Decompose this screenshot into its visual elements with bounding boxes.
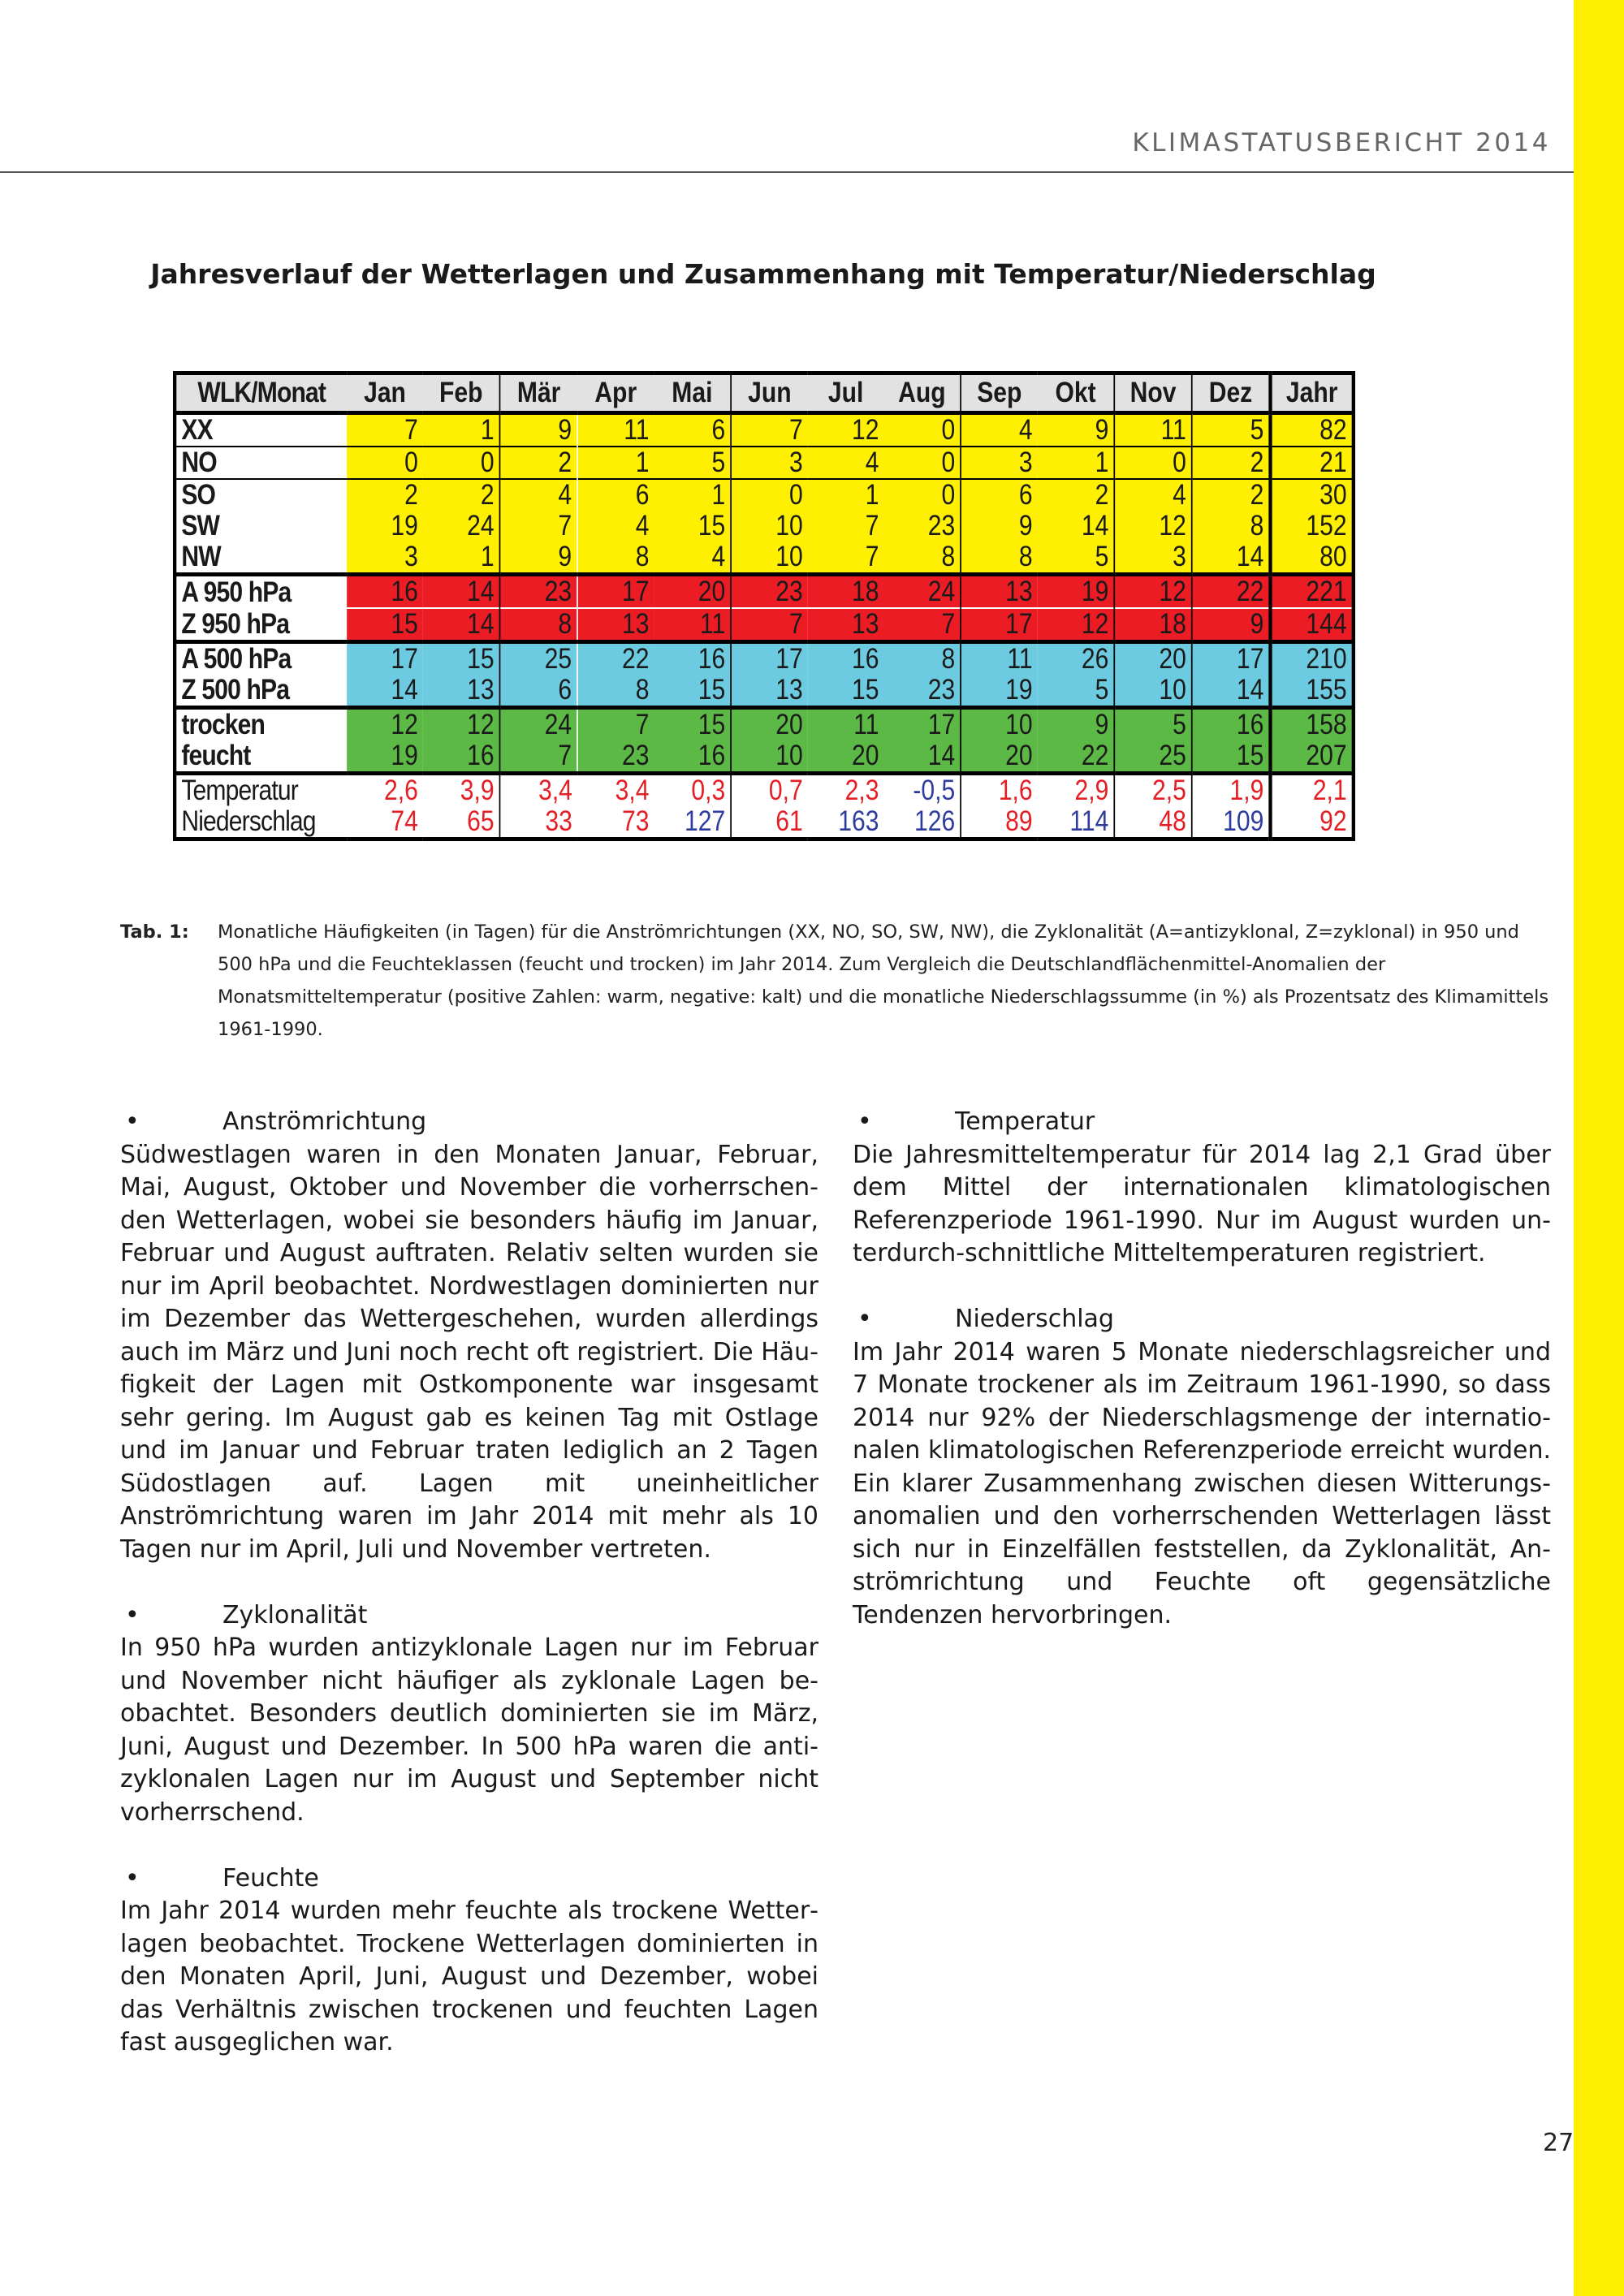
section-text: Im Jahr 2014 waren 5 Monate niederschlagsreicher und 7 Monate trockener als im Zeitraum 1961-1990, so dass 2014 nur 92% der Niederschlagsmenge der internationalen klimatologischen Referenzperiode erreicht wurden. Ein klarer Zusammenhang zwischen diesen Witterungsanomalien und den vorherrschenden Wetterlagen lässt sich nur in Einzelfällen feststellen, da Zyklonalität, Anströmrichtung und Feuchte oft gegensätzliche Tendenzen hervorbringen. (853, 1337, 1551, 1629)
table-cell: 12 (1114, 511, 1191, 542)
header-cell-jul: Jul (808, 373, 884, 413)
table-cell: 2 (499, 447, 577, 479)
table-cell: 23 (883, 675, 961, 708)
table-cell: 23 (883, 511, 961, 542)
header-cell-apr: Apr (577, 373, 654, 413)
table-cell: 9 (499, 542, 577, 575)
table-cell: 7 (731, 608, 808, 642)
table-cell: 12 (1038, 608, 1115, 642)
table-cell: 19 (961, 675, 1038, 708)
table-cell: 22 (1192, 575, 1271, 609)
table-cell: 5 (654, 447, 732, 479)
table-cell: 9 (961, 511, 1038, 542)
table-cell: 12 (347, 708, 423, 741)
table-cell: 20 (1114, 642, 1191, 675)
table-cell: 16 (347, 575, 423, 609)
table-cell: 14 (1192, 675, 1271, 708)
section-niederschlag (853, 1303, 1551, 1632)
header-cell-jun: Jun (731, 373, 808, 413)
table-cell: 89 (961, 806, 1038, 839)
table-cell: 114 (1038, 806, 1115, 839)
header-cell-dez: Dez (1192, 373, 1271, 413)
table-cell: 7 (731, 413, 808, 447)
table-cell: 24 (499, 708, 577, 741)
table-cell: 19 (347, 740, 423, 774)
header-cell-mai: Mai (654, 373, 732, 413)
table-row (175, 740, 1354, 774)
table-cell: 15 (1192, 740, 1271, 774)
table-cell: 1 (654, 479, 732, 511)
bullet-icon: • (125, 1107, 140, 1136)
section-heading: Feuchte (222, 1863, 319, 1892)
table-cell: 3,9 (423, 774, 500, 807)
table-cell: 14 (883, 740, 961, 774)
section-temperatur (853, 1106, 1551, 1271)
table-cell: 16 (808, 642, 884, 675)
table-cell: 11 (1114, 413, 1191, 447)
table-cell: 13 (731, 675, 808, 708)
table-cell: 17 (961, 608, 1038, 642)
table-cell: 3 (731, 447, 808, 479)
table-cell: 7 (499, 740, 577, 774)
table-cell: 24 (423, 511, 500, 542)
table-cell: 5 (1114, 708, 1191, 741)
table-row (175, 413, 1354, 447)
row-label: NW (175, 542, 347, 575)
table-cell: 2,3 (808, 774, 884, 807)
table-cell: 4 (577, 511, 654, 542)
table-cell: 24 (883, 575, 961, 609)
table-cell: 25 (1114, 740, 1191, 774)
section-heading: Zyklonalität (222, 1600, 368, 1629)
table-row (175, 511, 1354, 542)
table-cell: 6 (654, 413, 732, 447)
table-cell: 8 (961, 542, 1038, 575)
table-cell: 14 (423, 608, 500, 642)
section-text: In 950 hPa wurden antizyklonale Lagen nur im Februar und November nicht häufiger als zyklonale Lagen beobachtet. Besonders deutlich dominierten sie im März, Juni, August und Dezember. In 500 hPa waren die antizyklonalen Lagen nur im August und September nicht vorherrschend. (120, 1634, 818, 1827)
table-row (175, 708, 1354, 741)
table-cell: 13 (577, 608, 654, 642)
table-cell: 0,7 (731, 774, 808, 807)
row-label: SO (175, 479, 347, 511)
table-cell: 210 (1270, 642, 1353, 675)
table-cell: 7 (883, 608, 961, 642)
row-label: trocken (175, 708, 347, 741)
table-cell: 18 (808, 575, 884, 609)
table-cell: 2,6 (347, 774, 423, 807)
table-cell: 8 (883, 542, 961, 575)
table-header-row (175, 373, 1354, 413)
table-row (175, 447, 1354, 479)
table-cell: 7 (499, 511, 577, 542)
table-cell: 0 (731, 479, 808, 511)
row-label: A 950 hPa (175, 575, 347, 609)
table-cell: 152 (1270, 511, 1353, 542)
table-cell: 8 (1192, 511, 1271, 542)
table-row (175, 806, 1354, 839)
table-row (175, 608, 1354, 642)
table-cell: 13 (808, 608, 884, 642)
section-zyklonalitaet (120, 1599, 818, 1830)
section-heading: Niederschlag (955, 1305, 1114, 1333)
table-cell: 19 (347, 511, 423, 542)
table-cell: 65 (423, 806, 500, 839)
table-cell: 2 (347, 479, 423, 511)
table-cell: 61 (731, 806, 808, 839)
table-cell: 17 (731, 642, 808, 675)
table-cell: 1 (577, 447, 654, 479)
table-cell: 4 (1114, 479, 1191, 511)
table-cell: 15 (654, 675, 732, 708)
table-cell: 2 (1192, 447, 1271, 479)
table-cell: 3 (961, 447, 1038, 479)
table-cell: 19 (1038, 575, 1115, 609)
table-cell: 10 (731, 542, 808, 575)
text-column-left (120, 1106, 818, 2092)
table-cell: 158 (1270, 708, 1353, 741)
table-cell: 109 (1192, 806, 1271, 839)
header-cell-nov: Nov (1114, 373, 1191, 413)
header-cell-aug: Aug (883, 373, 961, 413)
table-cell: 2 (423, 479, 500, 511)
table-cell: 20 (961, 740, 1038, 774)
section-text: Südwestlagen waren in den Monaten Januar, Februar, Mai, August, Oktober und November die vorherrschenden Wetterlagen, wobei sie besonders häufig im Januar, Februar und August auftraten. Relativ selten wurden sie nur im April beobachtet. Nordwestlagen dominierten nur im Dezember das Wettergeschehen, wurden allerdings auch im März und Juni noch recht oft registriert. Die Häufigkeit der Lagen mit Ostkomponente war insgesamt sehr gering. Im August gab es keinen Tag mit Ostlage und im Januar und Februar traten lediglich an 2 Tagen Südostlagen auf. Lagen mit uneinheitlicher Anströmrichtung waren im Jahr 2014 mit mehr als 10 Tagen nur im April, Juli und November vertreten. (120, 1140, 818, 1564)
header-cell-jan: Jan (347, 373, 423, 413)
table-cell: 2 (1038, 479, 1115, 511)
section-text: Im Jahr 2014 wurden mehr feuchte als trockene Wetterlagen beobachtet. Trockene Wetterlagen dominierten in den Monaten April, Juni, August und Dezember, wobei das Verhältnis zwischen trockenen und feuchten Lagen fast ausgeglichen war. (120, 1897, 818, 2056)
table-cell: 16 (654, 740, 732, 774)
table-cell: 17 (883, 708, 961, 741)
section-anstroemrichtung (120, 1106, 818, 1566)
caption-text: Monatliche Häufigkeiten (in Tagen) für die Anströmrichtungen (XX, NO, SO, SW, NW), die Zyklonalität (A=antizyklonal, Z=zyklonal) in 950 und 500 hPa und die Feuchteklassen (feucht und trocken) im Jahr 2014. Zum Vergleich die Deutschlandflächenmittel-Anomalien der Monatsmitteltemperatur (positive Zahlen: warm, negative: kalt) und die monatliche Niederschlagssumme (in %) als Prozentsatz des Klimamittels 1961-1990. (218, 921, 1549, 1040)
table-cell: 4 (654, 542, 732, 575)
table-cell: 4 (808, 447, 884, 479)
table-cell: 1 (808, 479, 884, 511)
table-cell: 6 (499, 675, 577, 708)
section-heading: Temperatur (955, 1107, 1095, 1136)
header-cell-jahr: Jahr (1270, 373, 1353, 413)
table-cell: 10 (731, 511, 808, 542)
table-cell: 23 (577, 740, 654, 774)
table-cell: 3,4 (499, 774, 577, 807)
table-cell: 21 (1270, 447, 1353, 479)
table-cell: 15 (654, 708, 732, 741)
table-cell: 9 (1192, 608, 1271, 642)
table-cell: 9 (1038, 413, 1115, 447)
header-divider (0, 171, 1574, 173)
table-cell: 7 (808, 511, 884, 542)
figure-title: Jahresverlauf der Wetterlagen und Zusammenhang mit Temperatur/Niederschlag (150, 258, 1376, 290)
table-cell: 4 (499, 479, 577, 511)
table-cell: 20 (808, 740, 884, 774)
table-cell: 11 (808, 708, 884, 741)
row-label: NO (175, 447, 347, 479)
table-cell: 17 (347, 642, 423, 675)
table-cell: 16 (423, 740, 500, 774)
table-cell: 16 (654, 642, 732, 675)
table-cell: 26 (1038, 642, 1115, 675)
table-cell: 1 (1038, 447, 1115, 479)
row-label: Niederschlag (175, 806, 347, 839)
table-cell: 15 (347, 608, 423, 642)
weather-pattern-table (173, 371, 1355, 841)
table-row (175, 675, 1354, 708)
table-cell: 0 (347, 447, 423, 479)
table-cell: 80 (1270, 542, 1353, 575)
table-cell: 20 (731, 708, 808, 741)
bullet-icon: • (125, 1863, 140, 1892)
table-cell: 10 (1114, 675, 1191, 708)
table-cell: -0,5 (883, 774, 961, 807)
table-cell: 127 (654, 806, 732, 839)
table-cell: 144 (1270, 608, 1353, 642)
table-cell: 9 (499, 413, 577, 447)
table-cell: 155 (1270, 675, 1353, 708)
bullet-icon: • (857, 1305, 872, 1333)
table-cell: 0 (883, 447, 961, 479)
table-cell: 12 (1114, 575, 1191, 609)
table-cell: 13 (423, 675, 500, 708)
table-cell: 15 (423, 642, 500, 675)
table-cell: 3 (1114, 542, 1191, 575)
table-cell: 14 (423, 575, 500, 609)
table-cell: 13 (961, 575, 1038, 609)
caption-label: Tab. 1: (120, 921, 189, 943)
table-cell: 10 (961, 708, 1038, 741)
section-text: Die Jahresmitteltemperatur für 2014 lag 2,1 Grad über dem Mittel der internationalen klimatologischen Referenzperiode 1961-1990. Nur im August wurden unterdurch-schnittliche Mitteltemperaturen registriert. (853, 1140, 1551, 1267)
table-cell: 1 (423, 542, 500, 575)
section-heading: Anströmrichtung (222, 1107, 427, 1136)
table-cell: 17 (577, 575, 654, 609)
table-cell: 92 (1270, 806, 1353, 839)
table-row (175, 575, 1354, 609)
table-cell: 18 (1114, 608, 1191, 642)
table-cell: 22 (577, 642, 654, 675)
table-cell: 3 (347, 542, 423, 575)
table-cell: 3,4 (577, 774, 654, 807)
table-cell: 4 (961, 413, 1038, 447)
table-cell: 2 (1192, 479, 1271, 511)
table-cell: 6 (961, 479, 1038, 511)
yellow-side-bar (1574, 0, 1624, 2296)
table-cell: 7 (347, 413, 423, 447)
table-cell: 20 (654, 575, 732, 609)
table-cell: 163 (808, 806, 884, 839)
row-label: A 500 hPa (175, 642, 347, 675)
table-cell: 1 (423, 413, 500, 447)
header-cell-corner: WLK/Monat (175, 373, 347, 413)
table-cell: 8 (883, 642, 961, 675)
table-cell: 25 (499, 642, 577, 675)
table-cell: 2,5 (1114, 774, 1191, 807)
bullet-icon: • (857, 1107, 872, 1136)
table-cell: 12 (808, 413, 884, 447)
table-cell: 10 (731, 740, 808, 774)
bullet-icon: • (125, 1600, 140, 1629)
table-cell: 7 (808, 542, 884, 575)
table-cell: 48 (1114, 806, 1191, 839)
row-label: SW (175, 511, 347, 542)
text-column-right (853, 1106, 1551, 1665)
row-label: Temperatur (175, 774, 347, 807)
row-label: Z 950 hPa (175, 608, 347, 642)
table-cell: 5 (1192, 413, 1271, 447)
section-feuchte (120, 1862, 818, 2060)
table-cell: 8 (577, 675, 654, 708)
table-cell: 7 (577, 708, 654, 741)
table-cell: 11 (654, 608, 732, 642)
row-label: Z 500 hPa (175, 675, 347, 708)
table-cell: 0,3 (654, 774, 732, 807)
table-cell: 8 (577, 542, 654, 575)
table-cell: 0 (883, 413, 961, 447)
table-cell: 0 (883, 479, 961, 511)
table-cell: 1,6 (961, 774, 1038, 807)
table-cell: 9 (1038, 708, 1115, 741)
header-cell-sep: Sep (961, 373, 1038, 413)
table-row (175, 774, 1354, 807)
page-number: 27 (1543, 2129, 1574, 2157)
table-cell: 0 (423, 447, 500, 479)
table-cell: 15 (808, 675, 884, 708)
table-cell: 82 (1270, 413, 1353, 447)
row-label: feucht (175, 740, 347, 774)
table-cell: 74 (347, 806, 423, 839)
table-cell: 15 (654, 511, 732, 542)
table-cell: 2,9 (1038, 774, 1115, 807)
running-header: KLIMASTATUSBERICHT 2014 (1132, 128, 1551, 158)
table-cell: 14 (1192, 542, 1271, 575)
table-cell: 126 (883, 806, 961, 839)
table-caption (120, 916, 1549, 1046)
table-cell: 2,1 (1270, 774, 1353, 807)
table-cell: 5 (1038, 675, 1115, 708)
table-cell: 221 (1270, 575, 1353, 609)
row-label: XX (175, 413, 347, 447)
table-cell: 17 (1192, 642, 1271, 675)
table-row (175, 542, 1354, 575)
table-cell: 30 (1270, 479, 1353, 511)
table-cell: 23 (499, 575, 577, 609)
table-cell: 14 (1038, 511, 1115, 542)
table-cell: 207 (1270, 740, 1353, 774)
header-cell-feb: Feb (423, 373, 500, 413)
table-cell: 22 (1038, 740, 1115, 774)
table-cell: 1,9 (1192, 774, 1271, 807)
table-row (175, 479, 1354, 511)
table-cell: 16 (1192, 708, 1271, 741)
table-cell: 14 (347, 675, 423, 708)
table-cell: 11 (961, 642, 1038, 675)
table-cell: 33 (499, 806, 577, 839)
table-cell: 23 (731, 575, 808, 609)
table-cell: 73 (577, 806, 654, 839)
table-cell: 8 (499, 608, 577, 642)
table-cell: 12 (423, 708, 500, 741)
table-cell: 0 (1114, 447, 1191, 479)
header-cell-okt: Okt (1038, 373, 1115, 413)
table-cell: 6 (577, 479, 654, 511)
table-cell: 11 (577, 413, 654, 447)
table-row (175, 642, 1354, 675)
header-cell-mär: Mär (499, 373, 577, 413)
table-cell: 5 (1038, 542, 1115, 575)
